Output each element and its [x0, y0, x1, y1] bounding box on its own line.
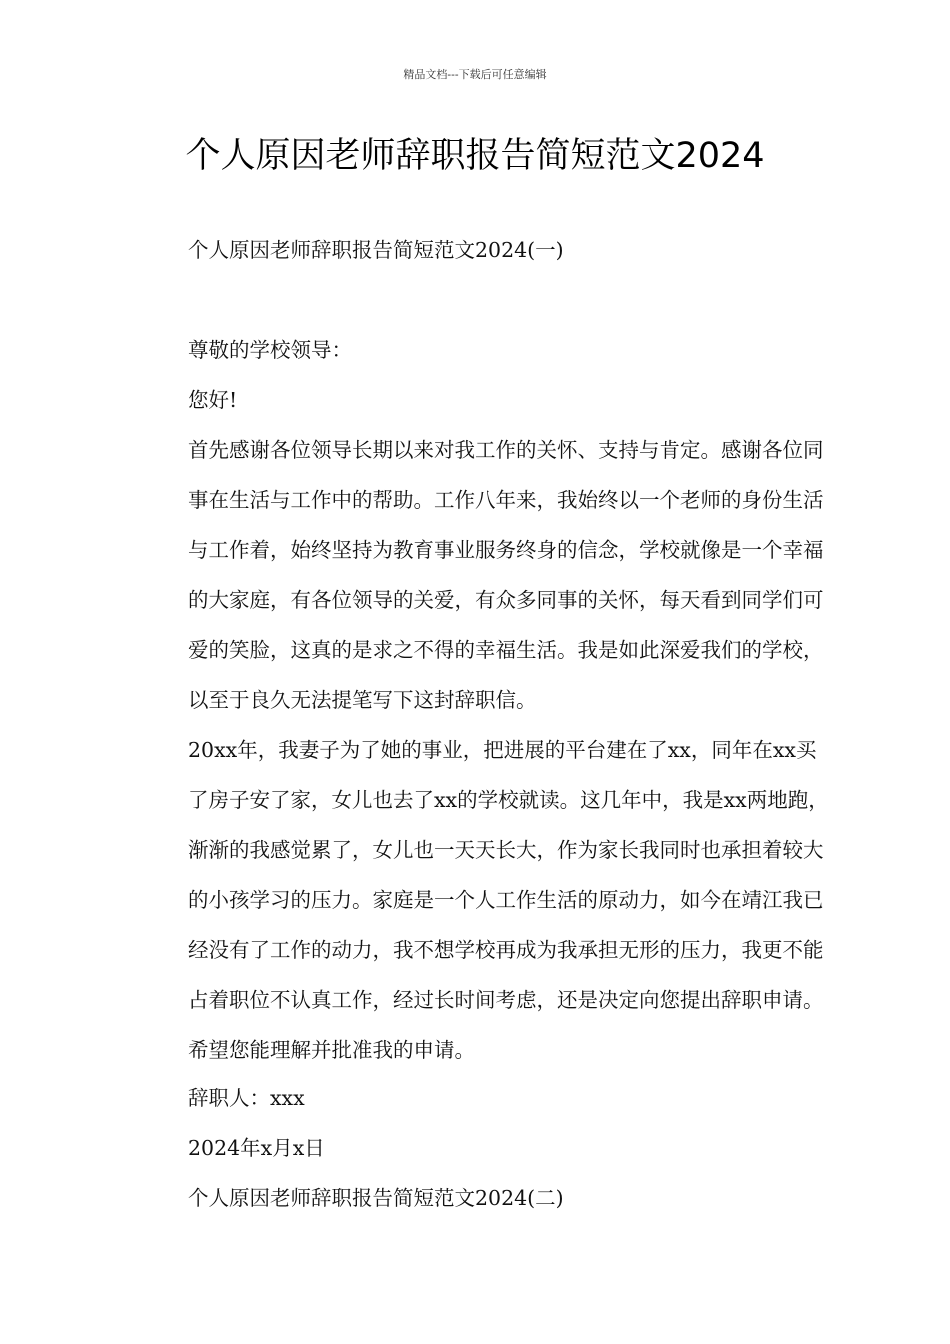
- salutation: 尊敬的学校领导：: [188, 338, 352, 362]
- paragraph-reason: 20xx年，我妻子为了她的事业，把进展的平台建在了xx，同年在xx买了房子安了家，女儿也去了xx的学校就读。这几年中，我是xx两地跑，渐渐的我感觉累了，女儿也一天天长大，作为家长我同时也承担着较大的小孩学习的压力。家庭是一个人工作生活的原动力，如今在靖江我已经没有了工作的动力，我不想学校再成为我承担无形的压力，我更不能占着职位不认真工作，经过长时间考虑，还是决定向您提出辞职申请。希望您能理解并批准我的申请。: [188, 738, 829, 1062]
- greeting: 您好!: [188, 388, 238, 412]
- header-note: 精品文档---下载后可任意编辑: [403, 68, 547, 81]
- document-title: 个人原因老师辞职报告简短范文2024: [185, 136, 765, 176]
- section-heading-1: 个人原因老师辞职报告简短范文2024(一): [188, 238, 564, 262]
- signature: 辞职人：xxx: [188, 1086, 305, 1110]
- letter-body: [145, 425, 835, 1075]
- date: 2024年x月x日: [188, 1136, 325, 1160]
- paragraph-gratitude: 首先感谢各位领导长期以来对我工作的关怀、支持与肯定。感谢各位同事在生活与工作中的帮助。工作八年来，我始终以一个老师的身份生活与工作着，始终坚持为教育事业服务终身的信念，学校就像是一个幸福的大家庭，有各位领导的关爱，有众多同事的关怀，每天看到同学们可爱的笑脸，这真的是求之不得的幸福生活。我是如此深爱我们的学校，以至于良久无法提笔写下这封辞职信。: [188, 438, 824, 712]
- section-heading-2: 个人原因老师辞职报告简短范文2024(二): [188, 1186, 564, 1210]
